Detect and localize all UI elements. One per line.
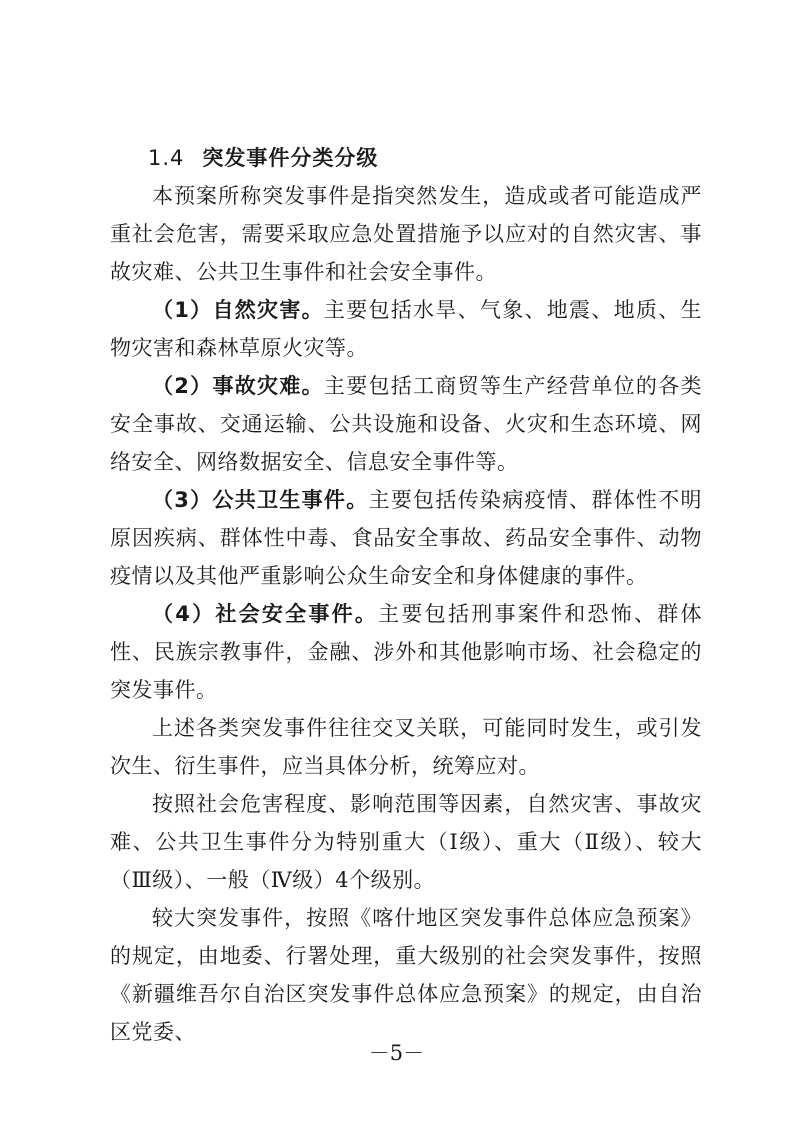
paragraph-lead: （2）事故灾难。	[152, 374, 324, 398]
paragraph-text: 主要包括工商贸等生产经营单位的各类安全事故、交通运输、公共设施和设备、火灾和生态环境、网络安全、网络数据安全、信息安全事件等。	[110, 374, 702, 474]
paragraph-lead: （1）自然灾害。	[152, 298, 324, 322]
paragraph-text: 上述各类突发事件往往交叉关联，可能同时发生，或引发次生、衍生事件，应当具体分析，统筹应对。	[110, 716, 702, 778]
paragraph	[110, 367, 702, 481]
paragraph	[110, 177, 702, 291]
paragraph-lead: （3）公共卫生事件。	[152, 488, 369, 512]
paragraph-text: 按照社会危害程度、影响范围等因素，自然灾害、事故灾难、公共卫生事件分为特别重大（Ⅰ级）、重大（Ⅱ级）、较大（Ⅲ级）、一般（Ⅳ级）4个级别。	[110, 792, 702, 892]
paragraph-text: 本预案所称突发事件是指突然发生，造成或者可能造成严重社会危害，需要采取应急处置措施予以应对的自然灾害、事故灾难、公共卫生事件和社会安全事件。	[110, 184, 702, 284]
paragraph	[110, 291, 702, 367]
paragraph-text: 主要包括传染病疫情、群体性不明原因疾病、群体性中毒、食品安全事故、药品安全事件、动物疫情以及其他严重影响公众生命安全和身体健康的事件。	[110, 488, 702, 588]
paragraph	[110, 899, 702, 1051]
body-text	[110, 177, 702, 1051]
paragraph	[110, 595, 702, 709]
paragraph-text: 较大突发事件，按照《喀什地区突发事件总体应急预案》的规定，由地委、行署处理，重大级别的社会突发事件，按照《新疆维吾尔自治区突发事件总体应急预案》的规定，由自治区党委、	[110, 906, 702, 1044]
paragraph-lead: （4）社会安全事件。	[152, 602, 379, 626]
section-title: 突发事件分类分级	[202, 146, 379, 170]
paragraph	[110, 481, 702, 595]
paragraph-text: 主要包括水旱、气象、地震、地质、生物灾害和森林草原火灾等。	[110, 298, 702, 360]
section-heading	[148, 143, 378, 173]
paragraph	[110, 785, 702, 899]
paragraph-text: 主要包括刑事案件和恐怖、群体性、民族宗教事件，金融、涉外和其他影响市场、社会稳定的突发事件。	[110, 602, 702, 702]
page-number: －5－	[368, 1041, 425, 1065]
paragraph	[110, 709, 702, 785]
section-number: 1.4	[148, 146, 185, 170]
